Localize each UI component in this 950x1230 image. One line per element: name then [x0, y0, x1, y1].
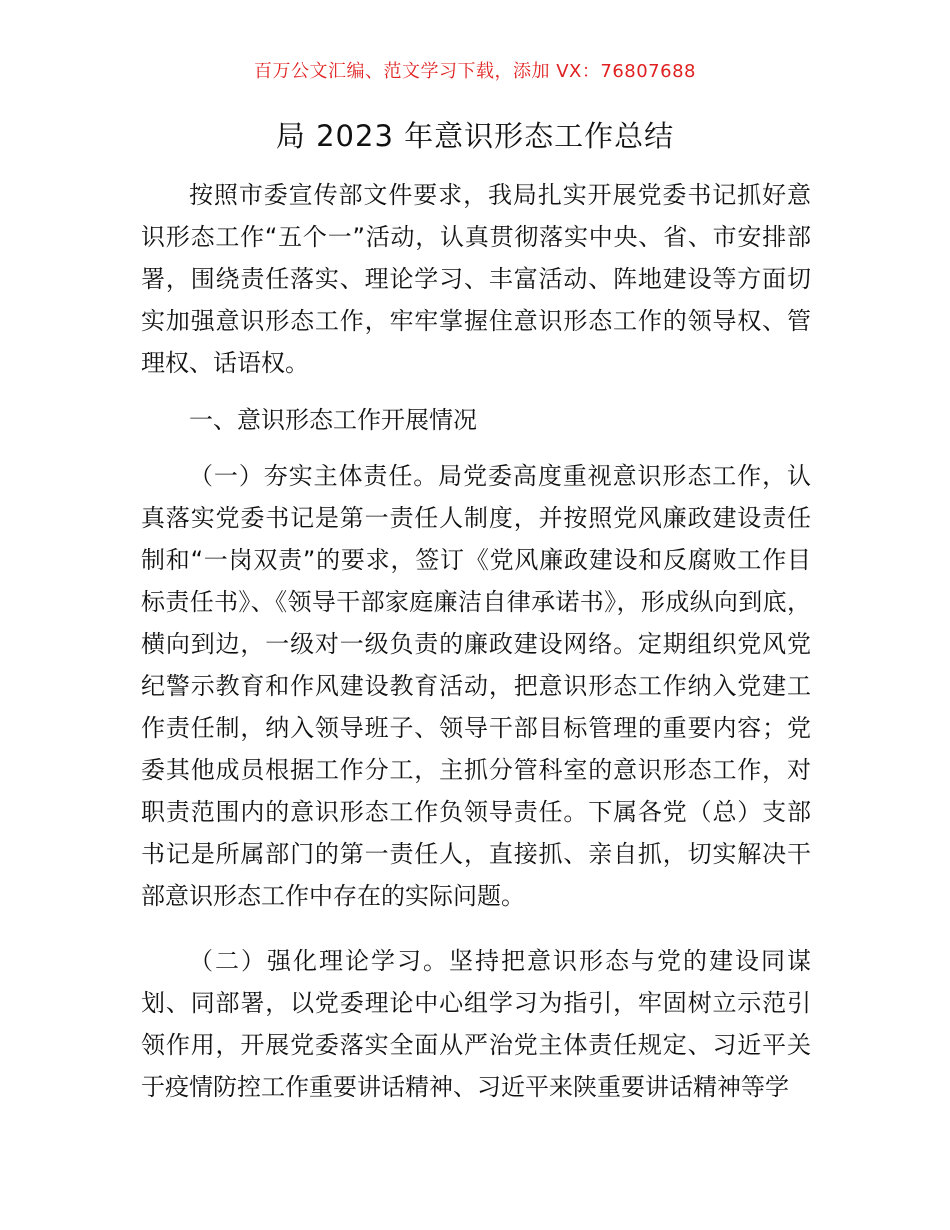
document-title: 局 2023 年意识形态工作总结 [275, 119, 675, 153]
paragraph-theory-study: （二）强化理论学习。坚持把意识形态与党的建设同谋划、同部署，以党委理论中心组学习为指引，牢固树立示范引领作用，开展党委落实全面从严治党主体责任规定、习近平关于疫情防控工作重要讲话精神、习近平来陕重要讲话精神等学 [141, 947, 811, 1101]
intro-paragraph: 按照市委宣传部文件要求，我局扎实开展党委书记抓好意识形态工作“五个一”活动，认真贯彻落实中央、省、市安排部署，围绕责任落实、理论学习、丰富活动、阵地建设等方面切实加强意识形态工作，牢牢掌握住意识形态工作的领导权、管理权、话语权。 [141, 181, 811, 377]
section-heading: 一、意识形态工作开展情况 [189, 406, 477, 434]
paragraph-responsibility: （一）夯实主体责任。局党委高度重视意识形态工作，认真落实党委书记是第一责任人制度，并按照党风廉政建设责任制和“一岗双责”的要求，签订《党风廉政建设和反腐败工作目标责任书》、《领导干部家庭廉洁自律承诺书》，形成纵向到底，横向到边，一级对一级负责的廉政建设网络。定期组织党风党纪警示教育和作风建设教育活动，把意识形态工作纳入党建工作责任制，纳入领导班子、领导干部目标管理的重要内容；党委其他成员根据工作分工，主抓分管科室的意识形态工作，对职责范围内的意识形态工作负领导责任。下属各党（总）支部书记是所属部门的第一责任人，直接抓、亲自抓，切实解决干部意识形态工作中存在的实际问题。 [141, 462, 811, 910]
watermark-header: 百万公文汇编、范文学习下载，添加 VX：76807688 [254, 61, 696, 82]
